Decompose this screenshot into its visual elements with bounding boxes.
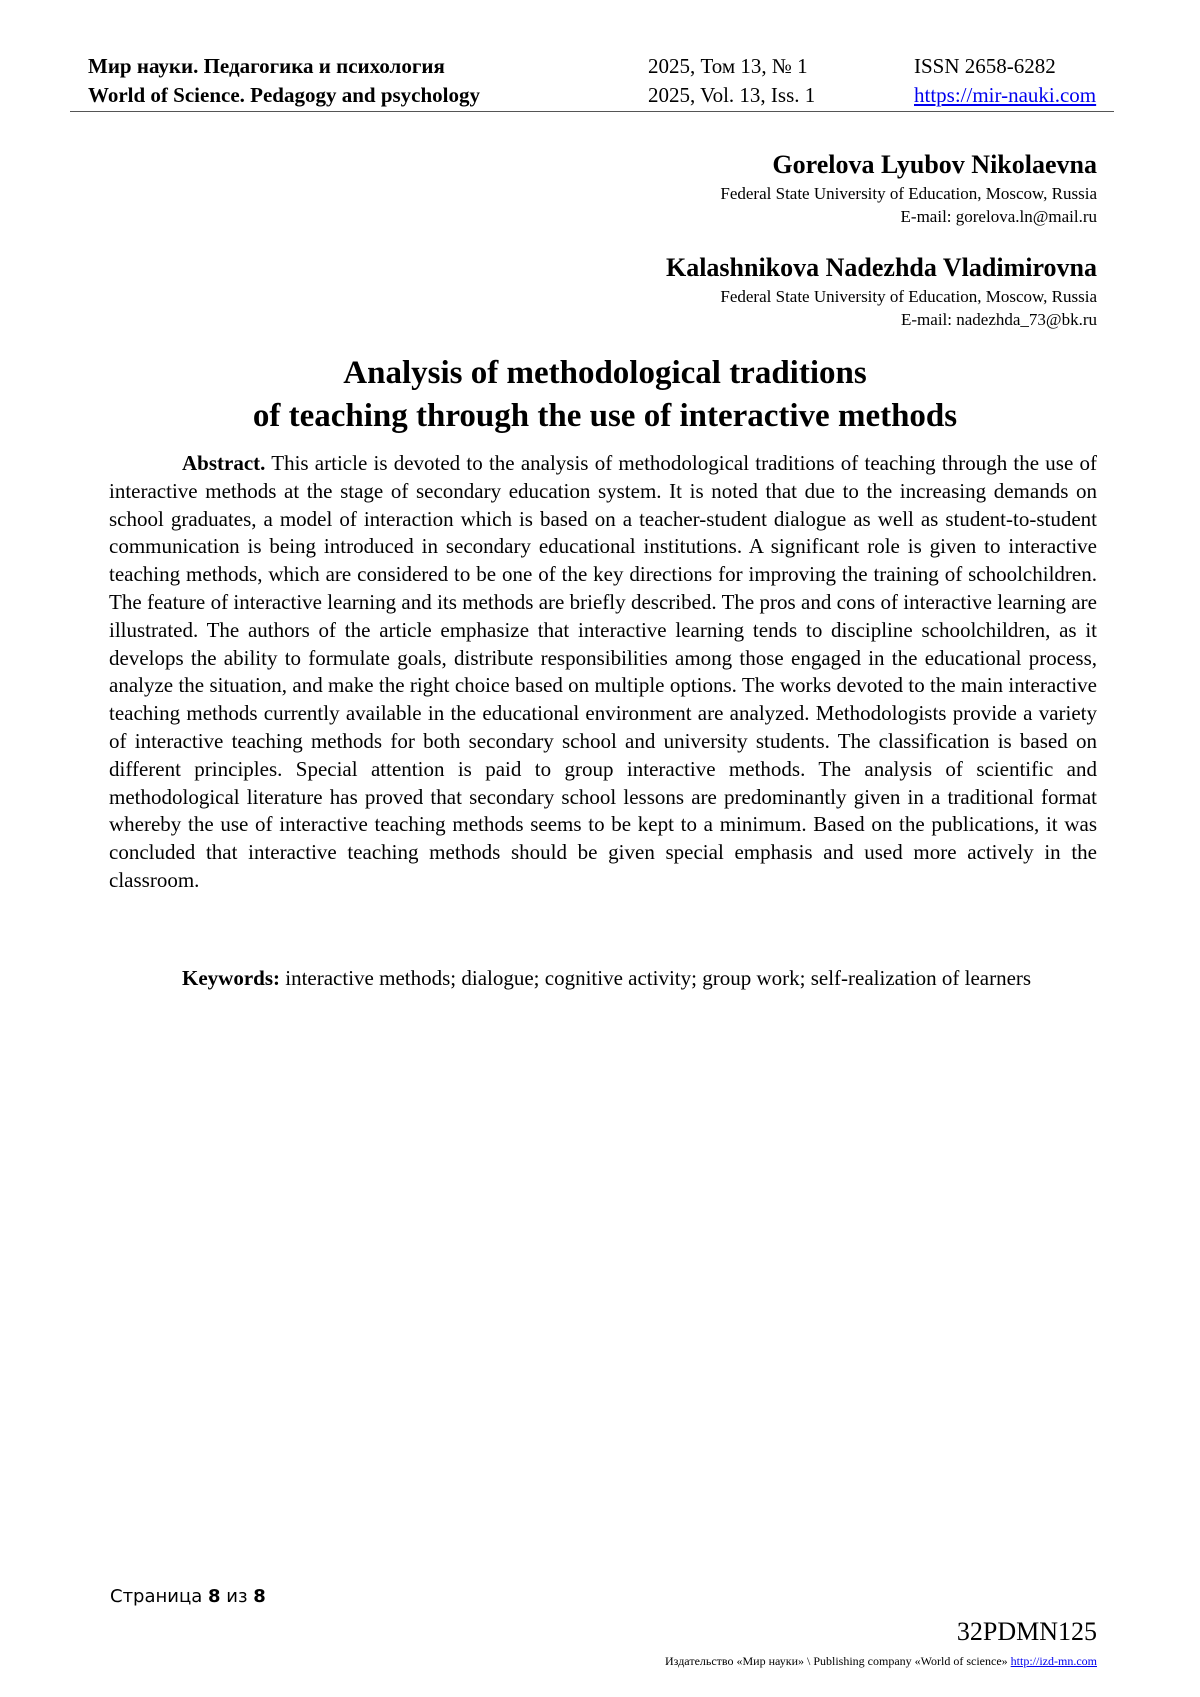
keywords-paragraph	[109, 965, 1097, 993]
issn: ISSN 2658-6282	[914, 54, 1056, 78]
page-number-current: 8	[208, 1586, 221, 1607]
page-number	[110, 1586, 266, 1607]
keywords-label: Keywords:	[182, 966, 280, 990]
journal-title-ru: Мир науки. Педагогика и психология	[88, 54, 445, 78]
abstract-text: This article is devoted to the analysis of methodological traditions of teaching through the use of interactive methods at the stage of secondary education system. It is noted that due to the increasing demands on school graduates, a model of interaction which is based on a teacher-student dialogue as well as student-to-student communication is being introduced in secondary educational institutions. A significant role is given to interactive teaching methods, which are considered to be one of the key directions for improving the training of schoolchildren. The feature of interactive learning and its methods are briefly described. The pros and cons of interactive learning are illustrated. The authors of the article emphasize that interactive learning tends to discipline schoolchildren, as it develops the ability to formulate goals, distribute responsibilities among those engaged in the educational process, analyze the situation, and make the right choice based on multiple options. The works devoted to the main interactive teaching methods currently available in the educational environment are analyzed. Methodologists provide a variety of interactive teaching methods for both secondary school and university students. The classification is based on different principles. Special attention is paid to group interactive methods. The analysis of scientific and methodological literature has proved that secondary school lessons are predominantly given in a traditional format whereby the use of interactive teaching methods seems to be kept to a minimum. Based on the publications, it was concluded that interactive teaching methods should be given special emphasis and used more actively in the classroom.	[109, 451, 1097, 892]
author-name: Gorelova Lyubov Nikolaevna	[772, 150, 1097, 179]
journal-link[interactable]: https://mir-nauki.com	[914, 83, 1097, 107]
abstract-label: Abstract.	[182, 451, 266, 475]
author-affiliation: Federal State University of Education, Moscow, Russia	[720, 184, 1097, 203]
issue-info-ru: 2025, Том 13, № 1	[648, 54, 808, 78]
page-number-prefix: Страница	[110, 1586, 203, 1607]
page-number-total: 8	[253, 1586, 266, 1607]
journal-title	[88, 52, 480, 110]
issn-block	[914, 52, 1096, 110]
article-title-line-2: of teaching through the use of interactive methods	[252, 398, 958, 434]
publisher-link[interactable]: http://izd-mn.com	[1010, 1654, 1097, 1668]
author-block-2	[666, 251, 1097, 331]
keywords-text: interactive methods; dialogue; cognitive activity; group work; self-realization of learners	[285, 966, 1032, 990]
article-code: 32PDMN125	[956, 1617, 1097, 1646]
author-block-1	[720, 148, 1097, 228]
page-number-separator: из	[226, 1586, 248, 1607]
article-title	[0, 352, 1200, 438]
running-header	[88, 52, 1120, 110]
author-name: Kalashnikova Nadezhda Vladimirovna	[665, 253, 1097, 282]
issue-info	[648, 52, 815, 110]
publisher-text: Издательство «Мир науки» \ Publishing company «World of science»	[665, 1654, 1008, 1668]
abstract-paragraph	[109, 450, 1097, 895]
publisher-line	[665, 1654, 1097, 1669]
author-email: E-mail: nadezhda_73@bk.ru	[901, 310, 1097, 329]
journal-title-en: World of Science. Pedagogy and psychology	[88, 83, 481, 107]
author-affiliation: Federal State University of Education, Moscow, Russia	[720, 287, 1097, 306]
header-divider	[70, 111, 1114, 112]
article-title-line-1: Analysis of methodological traditions	[343, 355, 867, 391]
author-email: E-mail: gorelova.ln@mail.ru	[900, 207, 1097, 226]
issue-info-en: 2025, Vol. 13, Iss. 1	[648, 83, 816, 107]
